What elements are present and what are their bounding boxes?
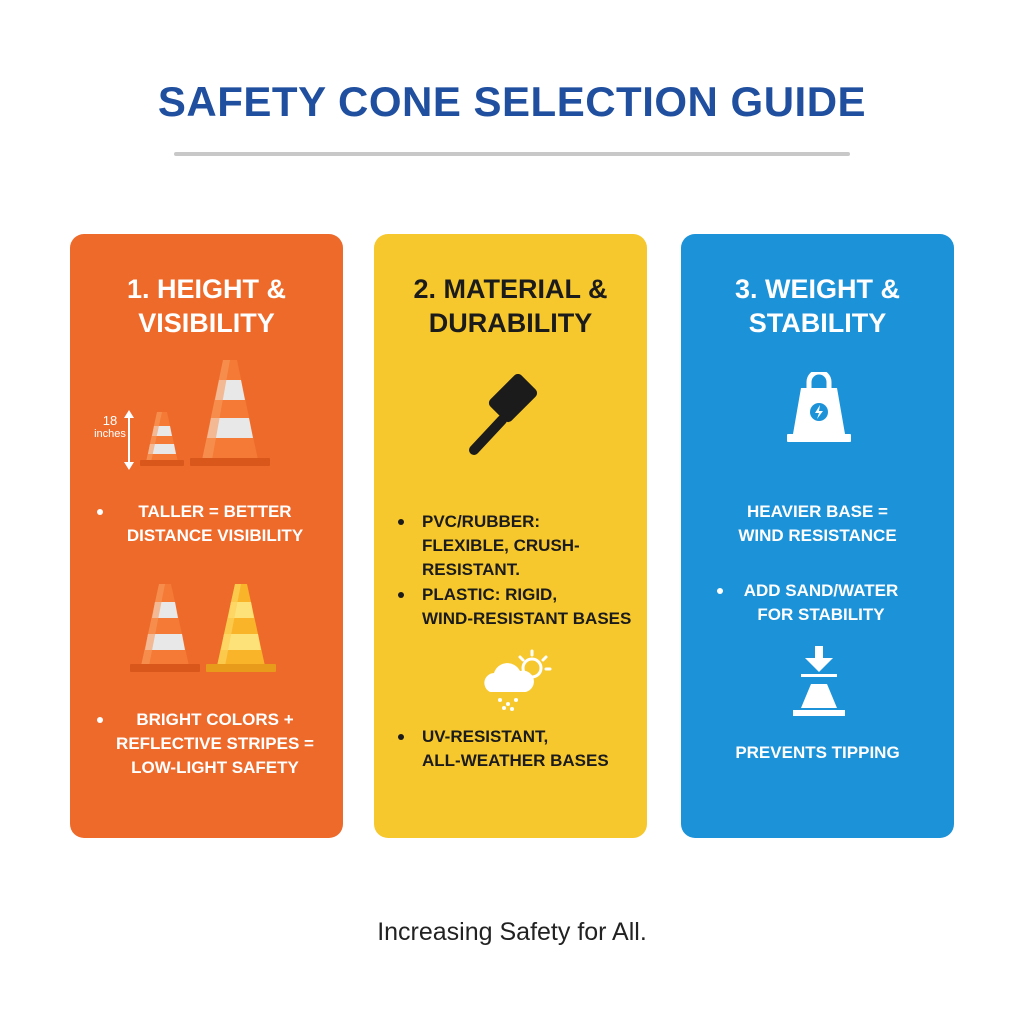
point-pvc-rubber: PVC/RUBBER: FLEXIBLE, CRUSH-RESISTANT. xyxy=(422,512,580,579)
height-arrow-icon xyxy=(122,410,136,470)
panel-weight-stability xyxy=(681,234,954,838)
point-bright-colors: BRIGHT COLORS + REFLECTIVE STRIPES = LOW-LIGHT SAFETY xyxy=(116,710,314,777)
point-heavier-base: HEAVIER BASE = WIND RESISTANCE xyxy=(738,502,897,545)
bullet xyxy=(398,734,404,740)
footer-tagline: Increasing Safety for All. xyxy=(377,918,647,946)
panel-height-visibility xyxy=(70,234,343,838)
press-down-icon xyxy=(787,644,851,720)
bullet xyxy=(398,519,404,525)
tall-cone-icon xyxy=(190,358,270,468)
weight-icon xyxy=(783,372,855,446)
title-divider xyxy=(174,152,850,156)
point-uv-resistant: UV-RESISTANT, ALL-WEATHER BASES xyxy=(422,727,609,770)
point-taller-better: TALLER = BETTER DISTANCE VISIBILITY xyxy=(126,502,304,545)
short-cone-icon xyxy=(140,410,184,468)
height-label: 18 inches xyxy=(94,413,126,440)
point-prevents-tipping: PREVENTS TIPPING xyxy=(735,743,900,762)
panel-material-durability xyxy=(374,234,647,838)
panel-heading: 2. MATERIAL & DURABILITY xyxy=(413,274,608,338)
page-title: SAFETY CONE SELECTION GUIDE xyxy=(157,78,867,125)
panel-heading: 3. WEIGHT & STABILITY xyxy=(734,274,900,338)
weather-icon xyxy=(478,648,554,712)
panel-heading: 1. HEIGHT & VISIBILITY xyxy=(126,274,287,338)
point-plastic: PLASTIC: RIGID, WIND-RESISTANT BASES xyxy=(422,585,632,628)
point-add-sand-water: ADD SAND/WATER FOR STABILITY xyxy=(743,581,899,624)
mallet-icon xyxy=(464,374,554,464)
orange-cone-icon xyxy=(130,582,200,674)
yellow-cone-icon xyxy=(206,582,276,674)
bullet xyxy=(398,592,404,598)
